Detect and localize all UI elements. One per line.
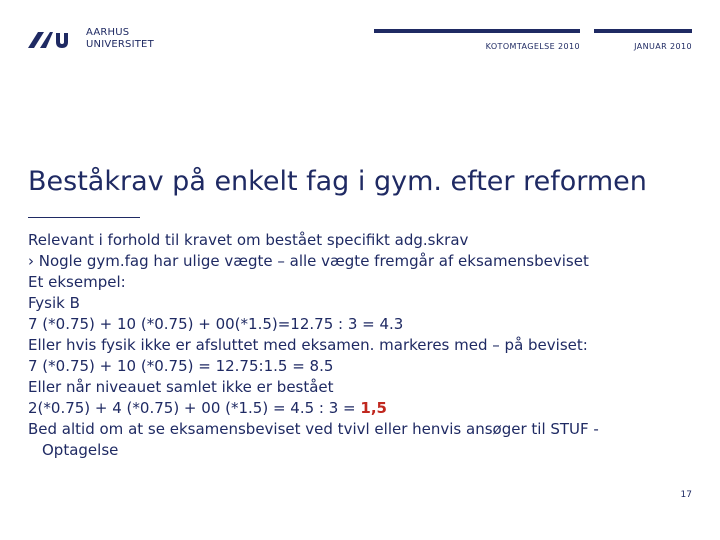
logo-line-2: UNIVERSITET bbox=[86, 39, 154, 50]
calculation-line bbox=[28, 398, 698, 419]
header-section-label: KOTOMTAGELSE 2010 bbox=[485, 42, 580, 51]
aarhus-university-logo-icon bbox=[26, 28, 74, 50]
body-line: Bed altid om at se eksamensbeviset ved tvivl eller henvis ansøger til STUF - bbox=[28, 420, 599, 438]
body-line: Eller når niveauet samlet ikke er bestået bbox=[28, 378, 334, 396]
slide-body bbox=[28, 230, 698, 461]
body-line: Fysik B bbox=[28, 294, 80, 312]
body-line-bullet: › Nogle gym.fag har ulige vægte – alle vægte fremgår af eksamensbeviset bbox=[28, 252, 589, 270]
slide-title: Beståkrav på enkelt fag i gym. efter reformen bbox=[28, 166, 647, 197]
calculation-text: 2(*0.75) + 4 (*0.75) + 00 (*1.5) = 4.5 : 3 = bbox=[28, 399, 361, 417]
body-line: Et eksempel: bbox=[28, 273, 126, 291]
calculation-result: 1,5 bbox=[360, 399, 387, 417]
body-line-continuation: Optagelse bbox=[42, 441, 119, 459]
body-line: Eller hvis fysik ikke er afsluttet med eksamen. markeres med – på beviset: bbox=[28, 336, 588, 354]
title-underline bbox=[28, 217, 140, 218]
header-bar-date bbox=[594, 29, 692, 33]
header-bar-section bbox=[374, 29, 580, 33]
body-line: 7 (*0.75) + 10 (*0.75) = 12.75:1.5 = 8.5 bbox=[28, 357, 334, 375]
page-number: 17 bbox=[680, 490, 692, 500]
header-date-label: JANUAR 2010 bbox=[634, 42, 692, 51]
body-line: 7 (*0.75) + 10 (*0.75) + 00(*1.5)=12.75 : 3 = 4.3 bbox=[28, 315, 404, 333]
body-line: Relevant i forhold til kravet om bestået specifikt adg.skrav bbox=[28, 231, 469, 249]
logo-line-1: AARHUS bbox=[86, 27, 130, 38]
university-name bbox=[86, 27, 154, 51]
